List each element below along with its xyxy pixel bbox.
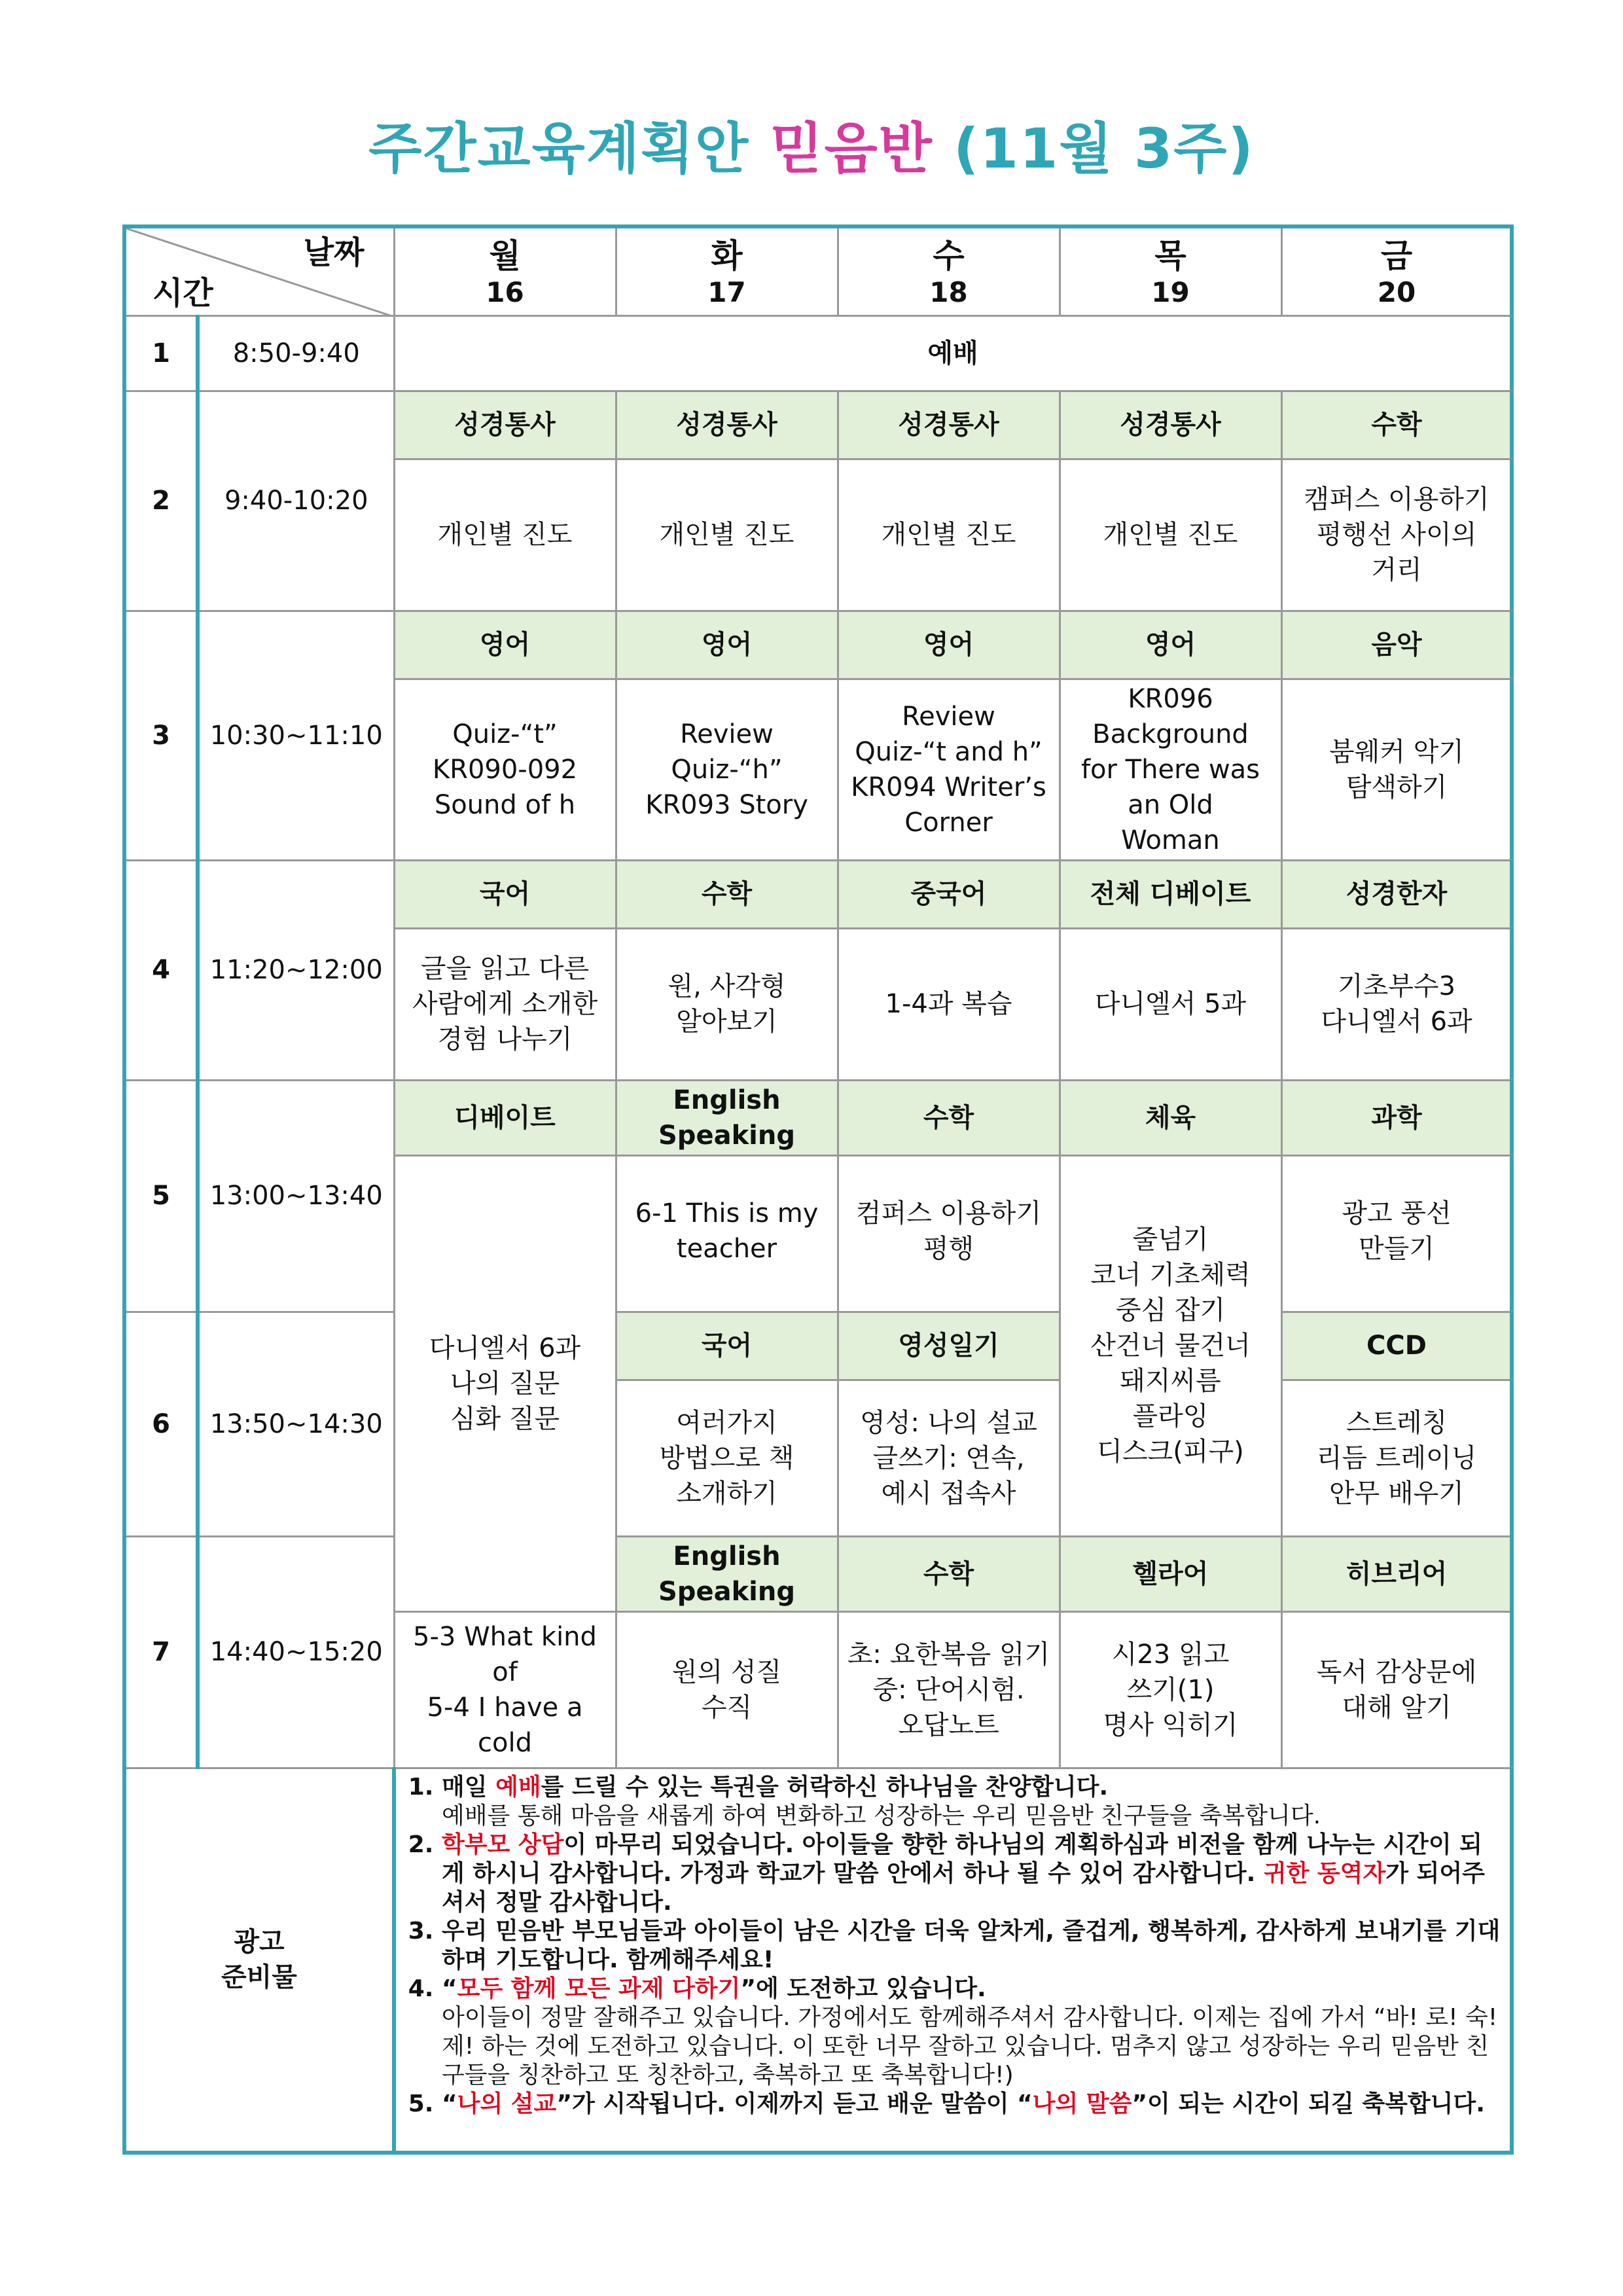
worship-cell: 예배 [394, 315, 1512, 391]
content-cell: Quiz-“t” KR090-092 Sound of h [394, 679, 616, 860]
subject-cell: 영성일기 [838, 1312, 1060, 1380]
note-item: 2. 학부모 상담이 마무리 되었습니다. 아이들을 향한 하나님의 계획하심과 비전을 함께 나누는 시간이 되게 하시니 감사합니다. 가정과 학교가 말씀 안에서 하나 될 수 있어 감사합니다. 귀한 동역자가 되어주셔서 정말 감사합니다. [442, 1831, 1505, 1917]
day-header: 화 17 [616, 226, 838, 315]
content-cell: 개인별 진도 [394, 459, 616, 611]
content-cell-merged: 다니엘서 6과 나의 질문 심화 질문 [394, 1155, 616, 1611]
time-label: 시간 [152, 274, 213, 312]
period-time: 14:40~15:20 [198, 1536, 394, 1768]
content-cell: 스트레칭 리듬 트레이닝 안무 배우기 [1281, 1380, 1512, 1536]
note-item: 1. 매일 예배를 드릴 수 있는 특권을 허락하신 하나님을 찬양합니다. 예배를 통해 마음을 새롭게 하여 변화하고 성장하는 우리 믿음반 친구들을 축복합니다. [442, 1773, 1505, 1831]
content-cell: 원의 성질 수직 [616, 1611, 838, 1768]
content-cell: 6-1 This is my teacher [616, 1155, 838, 1312]
period-number: 1 [124, 315, 198, 391]
subject-cell: 영어 [616, 611, 838, 679]
subject-cell: 성경통사 [838, 391, 1060, 459]
period-row [124, 315, 1512, 391]
title-class: 믿음반 [770, 117, 933, 181]
content-cell: 영성: 나의 설교 글쓰기: 연속, 예시 접속사 [838, 1380, 1060, 1536]
period-row [124, 860, 1512, 928]
subject-cell: 국어 [616, 1312, 838, 1380]
content-cell: 광고 풍선 만들기 [1281, 1155, 1512, 1312]
period-row [124, 391, 1512, 459]
content-cell: 캠퍼스 이용하기 평행선 사이의 거리 [1281, 459, 1512, 611]
subject-cell: 성경통사 [394, 391, 616, 459]
subject-cell: 수학 [1281, 391, 1512, 459]
header-row [124, 226, 1512, 315]
subject-cell: 체육 [1060, 1080, 1281, 1155]
weekly-plan-table [122, 224, 1514, 2155]
subject-cell: 수학 [616, 860, 838, 928]
content-cell: KR096 Background for There was an Old Woman [1060, 679, 1281, 860]
content-cell: 1-4과 복습 [838, 928, 1060, 1080]
period-row [124, 1080, 1512, 1155]
period-number: 7 [124, 1536, 198, 1768]
period-number: 6 [124, 1312, 198, 1536]
content-cell: 개인별 진도 [616, 459, 838, 611]
subject-cell: 성경한자 [1281, 860, 1512, 928]
period-time: 8:50-9:40 [198, 315, 394, 391]
content-cell: 개인별 진도 [1060, 459, 1281, 611]
content-cell: 기초부수3 다니엘서 6과 [1281, 928, 1512, 1080]
period-time: 13:00~13:40 [198, 1080, 394, 1312]
period-time: 9:40-10:20 [198, 391, 394, 611]
corner-cell [124, 226, 394, 315]
content-cell: 초: 요한복음 읽기 중: 단어시험. 오답노트 [838, 1611, 1060, 1768]
subject-cell: 영어 [1060, 611, 1281, 679]
content-cell: Review Quiz-“h” KR093 Story [616, 679, 838, 860]
subject-cell: 중국어 [838, 860, 1060, 928]
content-cell: 독서 감상문에 대해 알기 [1281, 1611, 1512, 1768]
period-time: 11:20~12:00 [198, 860, 394, 1080]
notes-row [124, 1768, 1512, 2153]
subject-cell: English Speaking [616, 1536, 838, 1611]
subject-cell: 성경통사 [616, 391, 838, 459]
subject-cell: 수학 [838, 1536, 1060, 1611]
notes-label: 광고 준비물 [124, 1768, 394, 2153]
notes-list [406, 1773, 1505, 2119]
content-cell: 컴퍼스 이용하기 평행 [838, 1155, 1060, 1312]
subject-cell: 국어 [394, 860, 616, 928]
subject-cell: 수학 [838, 1080, 1060, 1155]
period-time: 13:50~14:30 [198, 1312, 394, 1536]
subject-cell: 성경통사 [1060, 391, 1281, 459]
title-main: 주간교육계획안 [368, 117, 750, 181]
subject-cell: CCD [1281, 1312, 1512, 1380]
notes-content [394, 1768, 1512, 2153]
note-item: 3. 우리 믿음반 부모님들과 아이들이 남은 시간을 더욱 알차게, 즐겁게, 행복하게, 감사하게 보내기를 기대하며 기도합니다. 함께해주세요! [442, 1917, 1505, 1975]
period-number: 3 [124, 611, 198, 860]
subject-cell: 전체 디베이트 [1060, 860, 1281, 928]
subject-cell: 영어 [394, 611, 616, 679]
subject-cell: 과학 [1281, 1080, 1512, 1155]
period-time: 10:30~11:10 [198, 611, 394, 860]
day-header: 월 16 [394, 226, 616, 315]
content-cell: 시23 읽고 쓰기(1) 명사 익히기 [1060, 1611, 1281, 1768]
subject-cell: 영어 [838, 611, 1060, 679]
date-label: 날짜 [303, 234, 365, 271]
page-title [0, 105, 1623, 184]
day-header: 금 20 [1281, 226, 1512, 315]
subject-cell: 히브리어 [1281, 1536, 1512, 1611]
day-header: 목 19 [1060, 226, 1281, 315]
content-cell: 5-3 What kind of 5-4 I have a cold [394, 1611, 616, 1768]
period-row [124, 1312, 1512, 1380]
period-number: 2 [124, 391, 198, 611]
content-cell-merged: 줄넘기 코너 기초체력 중심 잡기 산건너 물건너 돼지씨름 플라잉 디스크(피구) [1060, 1155, 1281, 1536]
content-cell: 원, 사각형 알아보기 [616, 928, 838, 1080]
content-cell: 다니엘서 5과 [1060, 928, 1281, 1080]
content-cell: 글을 읽고 다른 사람에게 소개한 경험 나누기 [394, 928, 616, 1080]
content-cell: 여러가지 방법으로 책 소개하기 [616, 1380, 838, 1536]
note-item: 4. “모두 함께 모든 과제 다하기”에 도전하고 있습니다. 아이들이 정말 잘해주고 있습니다. 가정에서도 함께해주셔서 감사합니다. 이제는 집에 가서 “바! 로! 숙! 제! 하는 것에 도전하고 있습니다. 이 또한 너무 잘하고 있습니다. 멈추지 않고 성장하는 우리 믿음반 친구들을 칭찬하고 또 칭찬하고, 축복하고 또 축복합니다!) [442, 1975, 1505, 2090]
period-number: 5 [124, 1080, 198, 1312]
period-row [124, 1536, 1512, 1611]
note-item: 5. “나의 설교”가 시작됩니다. 이제까지 듣고 배운 말씀이 “나의 말씀”이 되는 시간이 되길 축복합니다. [442, 2090, 1505, 2119]
title-week: (11월 3주) [954, 117, 1255, 181]
day-header: 수 18 [838, 226, 1060, 315]
content-cell: 붐웨커 악기 탐색하기 [1281, 679, 1512, 860]
subject-cell: 디베이트 [394, 1080, 616, 1155]
content-cell: Review Quiz-“t and h” KR094 Writer’s Corner [838, 679, 1060, 860]
subject-cell: 헬라어 [1060, 1536, 1281, 1611]
subject-cell: 음악 [1281, 611, 1512, 679]
period-row [124, 611, 1512, 679]
subject-cell: English Speaking [616, 1080, 838, 1155]
period-number: 4 [124, 860, 198, 1080]
content-cell: 개인별 진도 [838, 459, 1060, 611]
